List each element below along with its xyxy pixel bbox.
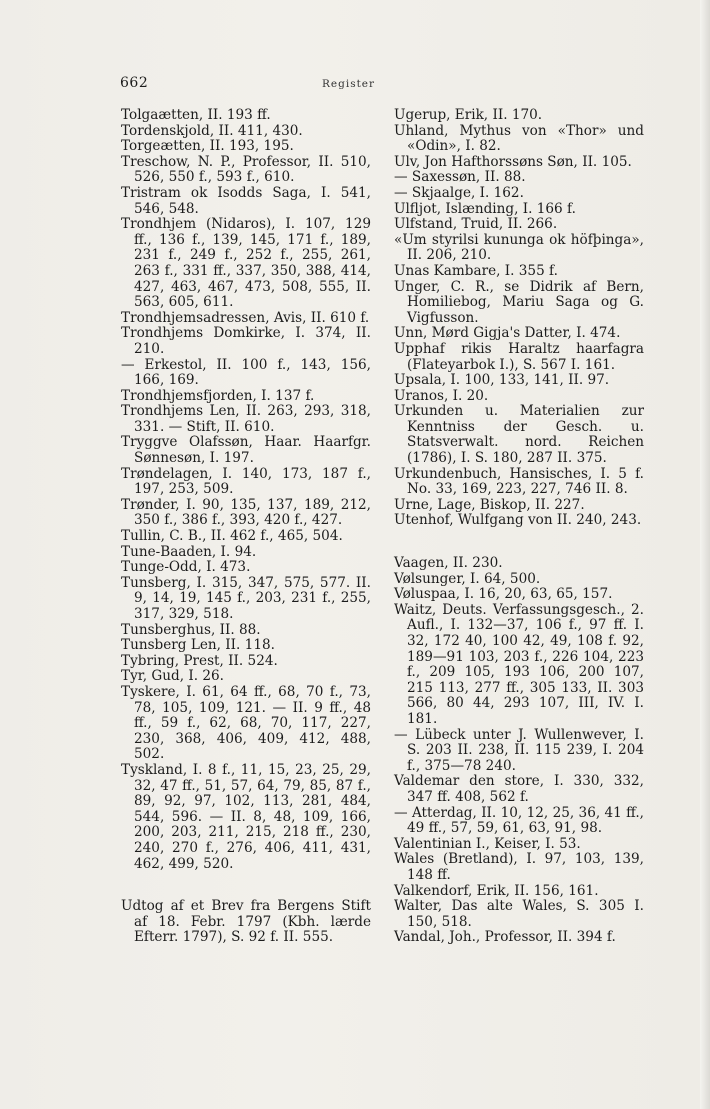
index-entry: Tybring, Prest, II. 524.: [121, 652, 278, 669]
index-entry: Trondhjem (Nidaros), I. 107, 129 ff., 136 f., 139, 145, 171 f., 189, 231 f., 249 f., 252 f., 255, 261, 263 f., 331 ff., 337, 350, 388, 414, 427, 463, 467, 473, 508, 555, II. 563, 605, 611.: [121, 216, 371, 311]
index-entry: — Erkestol, II. 100 f., 143, 156, 166, 169.: [121, 356, 371, 389]
index-entry: Valdemar den store, I. 330, 332, 347 ff. 408, 562 f.: [394, 773, 644, 805]
index-entry: Unger, C. R., se Didrik af Bern, Homiliebog, Mariu Saga og G. Vigfusson.: [394, 278, 644, 326]
index-entry: Tyskere, I. 61, 64 ff., 68, 70 f., 73, 78, 105, 109, 121. — II. 9 ff., 48 ff., 59 f., 62, 68, 70, 117, 227, 230, 368, 406, 409, 412, 488, 502.: [121, 683, 371, 763]
index-entry: Tolgaætten, II. 193 ff.: [121, 107, 271, 123]
section-gap: [121, 872, 371, 899]
index-entry: Unn, Mørd Gigja's Datter, I. 474.: [394, 325, 621, 342]
index-entry: Tordenskjold, II. 411, 430.: [121, 122, 303, 139]
index-entry: Tunsberghus, II. 88.: [121, 621, 261, 638]
right-column: [394, 108, 644, 946]
index-entry: Vøluspaa, I. 16, 20, 63, 65, 157.: [394, 586, 613, 603]
index-entry: Trondhjems Len, II. 263, 293, 318, 331. — Stift, II. 610.: [121, 403, 371, 435]
index-entry: Tryggve Olafssøn, Haar. Haarfgr. Sønnesøn, I. 197.: [121, 434, 371, 467]
index-entry: — Saxessøn, II. 88.: [394, 169, 526, 186]
index-entry: Tunsberg, I. 315, 347, 575, 577. II. 9, 14, 19, 145 f., 203, 231 f., 255, 317, 329, 518.: [121, 574, 371, 622]
index-entry: Vandal, Joh., Professor, II. 394 f.: [394, 929, 616, 946]
index-entry: Upphaf rikis Haraltz haarfagra (Flateyarbok I.), S. 567 I. 161.: [394, 340, 644, 373]
index-entry: «Um styrilsi kununga ok höfþinga», II. 206, 210.: [394, 231, 644, 264]
index-entry: Urne, Lage, Biskop, II. 227.: [394, 496, 585, 513]
index-entry: Tune-Baaden, I. 94.: [121, 543, 257, 560]
index-entry: Walter, Das alte Wales, S. 305 I. 150, 518.: [394, 898, 644, 930]
index-entry: Uhland, Mythus von «Thor» und «Odin», I. 82.: [394, 122, 644, 155]
index-entry: Valentinian I., Keiser, I. 53.: [394, 835, 581, 852]
index-entry: Tunge-Odd, I. 473.: [121, 559, 251, 576]
left-column: [121, 108, 371, 946]
index-entry: Tristram ok Isodds Saga, I. 541, 546, 548.: [121, 184, 371, 217]
running-title: Register: [322, 78, 376, 90]
index-entry: Utenhof, Wulfgang von II. 240, 243.: [394, 512, 642, 529]
index-entry: Uranos, I. 20.: [394, 387, 489, 404]
index-entry: Trondhjemsadressen, Avis, II. 610 f.: [121, 309, 370, 326]
index-entry: Ulfljot, Islænding, I. 166 f.: [394, 200, 576, 217]
index-entry: Treschow, N. P., Professor, II. 510, 526, 550 f., 593 f., 610.: [121, 153, 371, 186]
index-entry: Ulfstand, Truid, II. 266.: [394, 216, 558, 233]
index-entry: Trøndelagen, I. 140, 173, 187 f., 197, 253, 509.: [121, 465, 371, 498]
index-entry: Unas Kambare, I. 355 f.: [394, 262, 558, 279]
index-entry: Trondhjems Domkirke, I. 374, II. 210.: [121, 325, 371, 357]
index-entry: Waitz, Deuts. Verfassungsgesch., 2. Aufl., I. 132—37, 106 f., 97 ff. I. 32, 172 40, 100 42, 49, 108 f. 92, 189—91 103, 203 f., 226 104, 223 f., 209 105, 193 106, 200 107, 215 113, 277 ff., 305 133, II. 303 566, 80 44, 293 107, III, IV. I. 181.: [394, 601, 644, 727]
index-entry: Urkunden u. Materialien zur Kenntniss der Gesch. u. Statsverwalt. nord. Reichen (1786), I. S. 180, 287 II. 375.: [394, 403, 644, 467]
index-entry: Tyskland, I. 8 f., 11, 15, 23, 25, 29, 32, 47 ff., 51, 57, 64, 79, 85, 87 f., 89, 92, 97, 102, 113, 281, 484, 544, 596. — II. 8, 48, 109, 166, 200, 203, 211, 215, 218 ff., 230, 240, 270 f., 276, 406, 411, 431, 462, 499, 520.: [121, 761, 371, 872]
index-entry: Torgeætten, II. 193, 195.: [121, 138, 294, 155]
index-entry-note: Udtog af et Brev fra Bergens Stift af 18. Febr. 1797 (Kbh. lærde Efterr. 1797), S. 92 f. II. 555.: [121, 898, 371, 946]
index-entry: Tunsberg Len, II. 118.: [121, 637, 275, 654]
index-entry: Valkendorf, Erik, II. 156, 161.: [394, 882, 599, 899]
index-entry: Wales (Bretland), I. 97, 103, 139, 148 ff.: [394, 851, 644, 883]
index-entry: Ulv, Jon Hafthorssøns Søn, II. 105.: [394, 153, 632, 170]
section-gap: [394, 529, 644, 556]
index-entry: — Skjaalge, I. 162.: [394, 184, 524, 201]
page-number: 662: [120, 75, 149, 91]
index-entry: Vølsunger, I. 64, 500.: [394, 570, 541, 587]
index-entry: — Lübeck unter J. Wullenwever, I. S. 203 II. 238, II. 115 239, I. 204 f., 375—78 240.: [394, 726, 644, 774]
page-header: [0, 75, 710, 95]
index-entry: Tyr, Gud, I. 26.: [121, 668, 224, 685]
page-edge: [700, 0, 710, 1109]
index-entry: Trondhjemsfjorden, I. 137 f.: [121, 387, 315, 404]
index-entry: Vaagen, II. 230.: [394, 555, 503, 572]
index-entry: Trønder, I. 90, 135, 137, 189, 212, 350 f., 386 f., 393, 420 f., 427.: [121, 496, 371, 529]
index-entry: — Atterdag, II. 10, 12, 25, 36, 41 ff., 49 ff., 57, 59, 61, 63, 91, 98.: [394, 804, 644, 837]
index-entry: Ugerup, Erik, II. 170.: [394, 107, 543, 123]
index-entry: Upsala, I. 100, 133, 141, II. 97.: [394, 372, 610, 389]
index-entry: Urkundenbuch, Hansisches, I. 5 f. No. 33, 169, 223, 227, 746 II. 8.: [394, 465, 644, 498]
index-entry: Tullin, C. B., II. 462 f., 465, 504.: [121, 528, 343, 545]
